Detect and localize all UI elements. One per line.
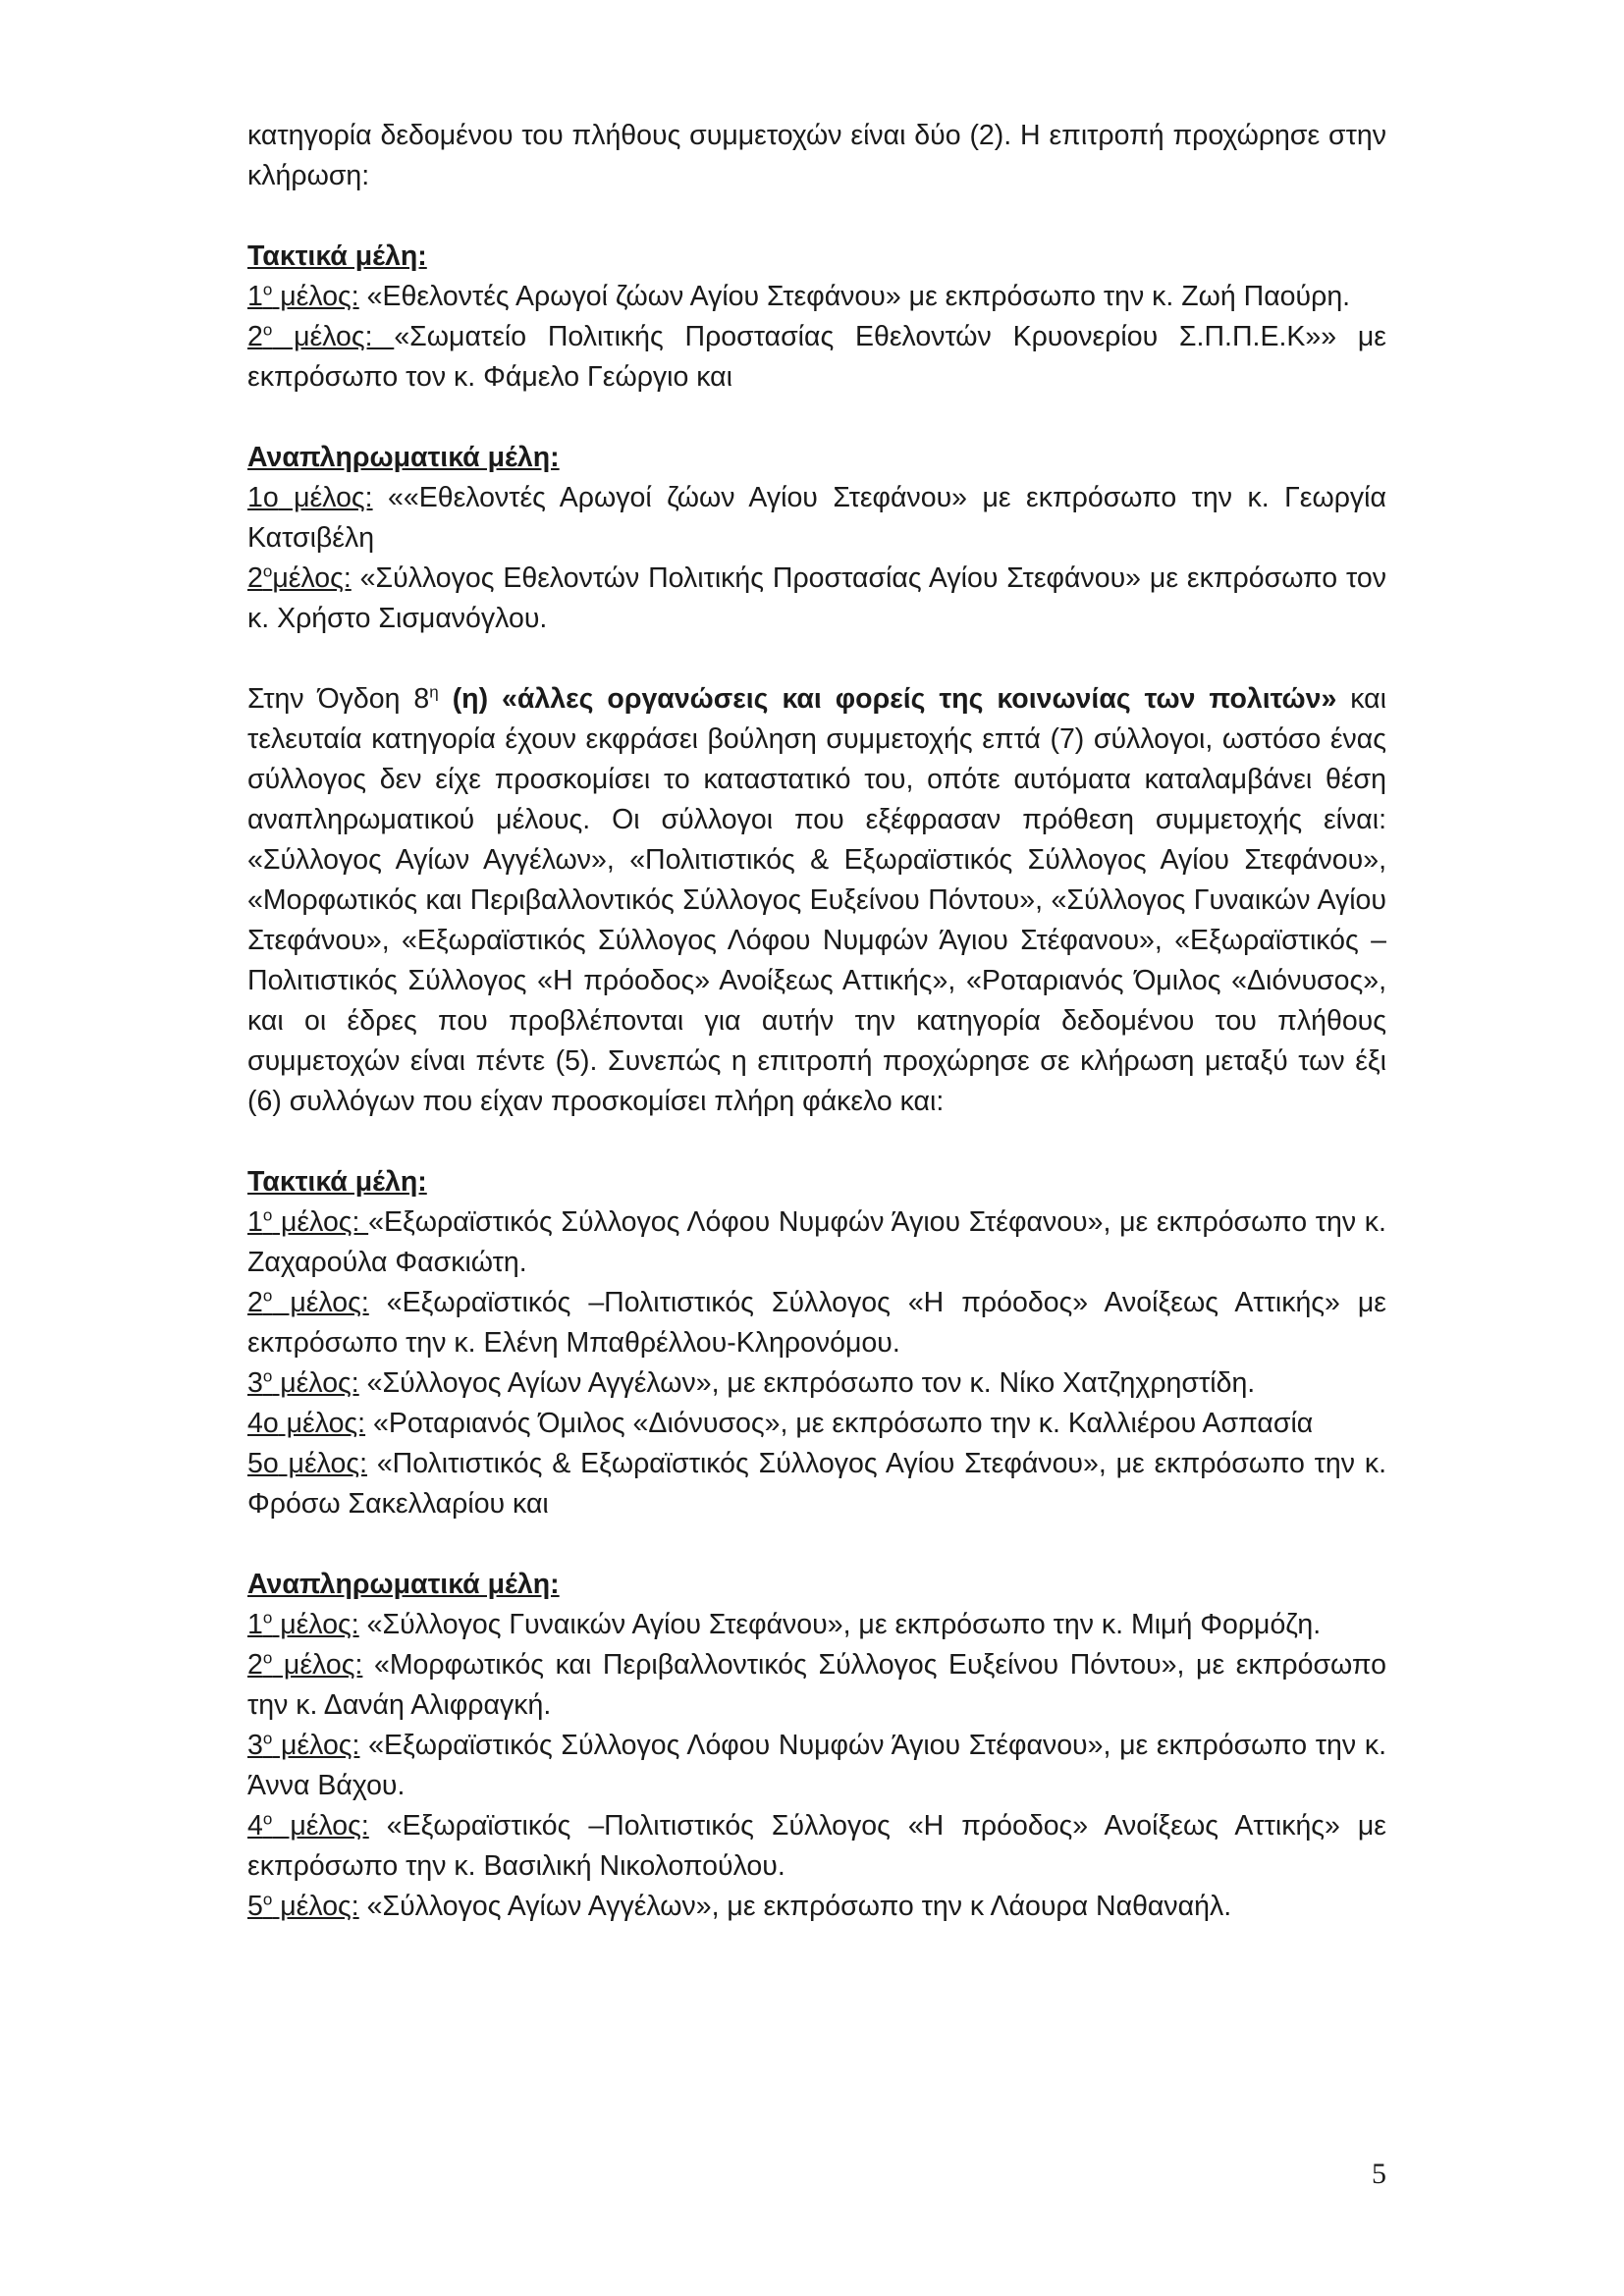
section3-regular-heading	[247, 1162, 1386, 1202]
heading-text: Αναπληρωματικά μέλη:	[247, 442, 560, 473]
section3-substitute-heading	[247, 1565, 1386, 1605]
member-text: «Μορφωτικός και Περιβαλλοντικός Σύλλογος Ευξείνου Πόντου», με εκπρόσωπο την κ. Δανάη Αλιφραγκή.	[247, 1649, 1386, 1721]
member-text: «Σύλλογος Εθελοντών Πολιτικής Προστασίας Αγίου Στεφάνου» με εκπρόσωπο τον κ. Χρήστο Σισμανόγλου.	[247, 562, 1386, 634]
section1-regular-member-1	[247, 277, 1386, 317]
section1-regular-heading	[247, 237, 1386, 277]
member-text: «Εθελοντές Αρωγοί ζώων Αγίου Στεφάνου» με εκπρόσωπο την κ. Ζωή Παούρη.	[358, 281, 1351, 312]
member-text: «Σύλλογος Γυναικών Αγίου Στεφάνου», με εκπρόσωπο την κ. Μιμή Φορμόζη.	[358, 1609, 1322, 1640]
member-label: $1^o$ μέλος:	[247, 280, 359, 312]
member-text: «Ροταριανός Όμιλος «Διόνυσος», με εκπρόσωπο την κ. Καλλιέρου Ασπασία	[365, 1408, 1314, 1439]
spacer	[247, 398, 1386, 438]
member-label: $3^o$ μέλος:	[247, 1366, 359, 1399]
member-label: 5ο μέλος:	[247, 1448, 367, 1479]
member-text: «Σύλλογος Αγίων Αγγέλων», με εκπρόσωπο τον κ. Νίκο Χατζηχρηστίδη.	[358, 1367, 1256, 1399]
member-text: «Εξωραϊστικός –Πολιτιστικός Σύλλογος «Η πρόοδος» Ανοίξεως Αττικής» με εκπρόσωπο την κ. Βασιλική Νικολοπούλου.	[247, 1810, 1387, 1882]
section3-regular-member-5	[247, 1444, 1386, 1524]
spacer	[247, 196, 1386, 237]
member-label: $1^o$ μέλος:	[247, 1205, 369, 1238]
heading-text: Τακτικά μέλη:	[247, 1166, 427, 1198]
page-number: 5	[1372, 2158, 1386, 2190]
member-text: «Εξωραϊστικός –Πολιτιστικός Σύλλογος «Η πρόοδος» Ανοίξεως Αττικής» με εκπρόσωπο την κ. Ελένη Μπαθρέλλου-Κληρονόμου.	[247, 1287, 1387, 1359]
member-label: $2^o\mu έ\lambda o\varsigma$:	[247, 561, 352, 594]
member-label: $1^o$ μέλος:	[247, 1608, 359, 1640]
section1-substitute-member-1	[247, 478, 1386, 559]
section3-regular-member-2	[247, 1283, 1386, 1363]
section1-substitute-member-2	[247, 559, 1386, 639]
spacer	[247, 639, 1386, 679]
category-eight-paragraph: Στην Όγδοη $8^\eta$ (η) «άλλες οργανώσεις και φορείς της κοινωνίας των πολιτών» και τελευταία κατηγορία έχουν εκφράσει βούληση συμμετοχής επτά (7) σύλλογοι, ωστόσο ένας σύλλογος δεν είχε προσκομίσει το καταστατικό του, οπότε αυτόματα καταλαμβάνει θέση αναπληρωματικού μέλους. Οι σύλλογοι που εξέφρασαν πρόθεση συμμετοχής είναι: «Σύλλογος Αγίων Αγγέλων», «Πολιτιστικός & Εξωραϊστικός Σύλλογος Αγίου Στεφάνου», «Μορφωτικός και Περιβαλλοντικός Σύλλογος Ευξείνου Πόντου», «Σύλλογος Γυναικών Αγίου Στεφάνου», «Εξωραϊστικός Σύλλογος Λόφου Νυμφών Άγιου Στέφανου», «Εξωραϊστικός –Πολιτιστικός Σύλλογος «Η πρόοδος» Ανοίξεως Αττικής», «Ροταριανός Όμιλος «Διόνυσος», και οι έδρες που προβλέπονται για αυτήν την κατηγορία δεδομένου του πλήθους συμμετοχών είναι πέντε (5). Συνεπώς η επιτροπή προχώρησε σε κλήρωση μεταξύ των έξι (6) συλλόγων που είχαν προσκομίσει πλήρη φάκελο και:	[247, 682, 1386, 1117]
category-title: (η) «άλλες οργανώσεις και φορείς της κοινωνίας των πολιτών»	[438, 683, 1337, 715]
heading-text: Τακτικά μέλη:	[247, 240, 427, 272]
intro-paragraph: κατηγορία δεδομένου του πλήθους συμμετοχών είναι δύο (2). Η επιτροπή προχώρησε στην κλήρωση:	[247, 120, 1386, 191]
section3-regular-member-1	[247, 1202, 1386, 1283]
heading-text: Αναπληρωματικά μέλη:	[247, 1569, 560, 1600]
spacer	[247, 1524, 1386, 1565]
section3-substitute-member-2	[247, 1645, 1386, 1726]
section3-substitute-member-3	[247, 1726, 1386, 1806]
member-label: $5^o$ μέλος:	[247, 1890, 359, 1922]
member-label: $2^o$ μέλος:	[247, 1648, 363, 1681]
member-label: $2^o$ μέλος:	[247, 320, 395, 352]
section3-substitute-member-1	[247, 1605, 1386, 1645]
section1-substitute-heading	[247, 438, 1386, 478]
member-label: 1ο μέλος:	[247, 482, 373, 513]
member-text: «Εξωραϊστικός Σύλλογος Λόφου Νυμφών Άγιου Στέφανου», με εκπρόσωπο την κ. Ζαχαρούλα Φασκιώτη.	[247, 1206, 1386, 1278]
member-text: «Σωματείο Πολιτικής Προστασίας Εθελοντών Κρυονερίου Σ.Π.Π.Ε.Κ»» με εκπρόσωπο τον κ. Φάμελο Γεώργιο και	[247, 321, 1386, 393]
member-text: «Πολιτιστικός & Εξωραϊστικός Σύλλογος Αγίου Στεφάνου», με εκπρόσωπο την κ. Φρόσω Σακελλαρίου και	[247, 1448, 1386, 1520]
member-text: ««Εθελοντές Αρωγοί ζώων Αγίου Στεφάνου» με εκπρόσωπο την κ. Γεωργία Κατσιβέλη	[247, 482, 1386, 554]
section3-substitute-member-4	[247, 1806, 1386, 1887]
member-label: 4ο μέλος:	[247, 1408, 366, 1439]
member-text: «Σύλλογος Αγίων Αγγέλων», με εκπρόσωπο την κ Λάουρα Ναθαναήλ.	[358, 1891, 1232, 1922]
section3-regular-member-4	[247, 1404, 1386, 1444]
section3-regular-member-3	[247, 1363, 1386, 1404]
spacer	[247, 1122, 1386, 1162]
document-page	[247, 116, 1386, 1927]
member-label: $3^o$ μέλος:	[247, 1729, 360, 1761]
section3-substitute-member-5	[247, 1887, 1386, 1927]
member-label: $2^o$ μέλος:	[247, 1286, 369, 1318]
member-text: «Εξωραϊστικός Σύλλογος Λόφου Νυμφών Άγιου Στέφανου», με εκπρόσωπο την κ. Άννα Βάχου.	[247, 1730, 1386, 1801]
section1-regular-member-2	[247, 317, 1386, 398]
member-label: $4^o$ μέλος:	[247, 1809, 369, 1842]
